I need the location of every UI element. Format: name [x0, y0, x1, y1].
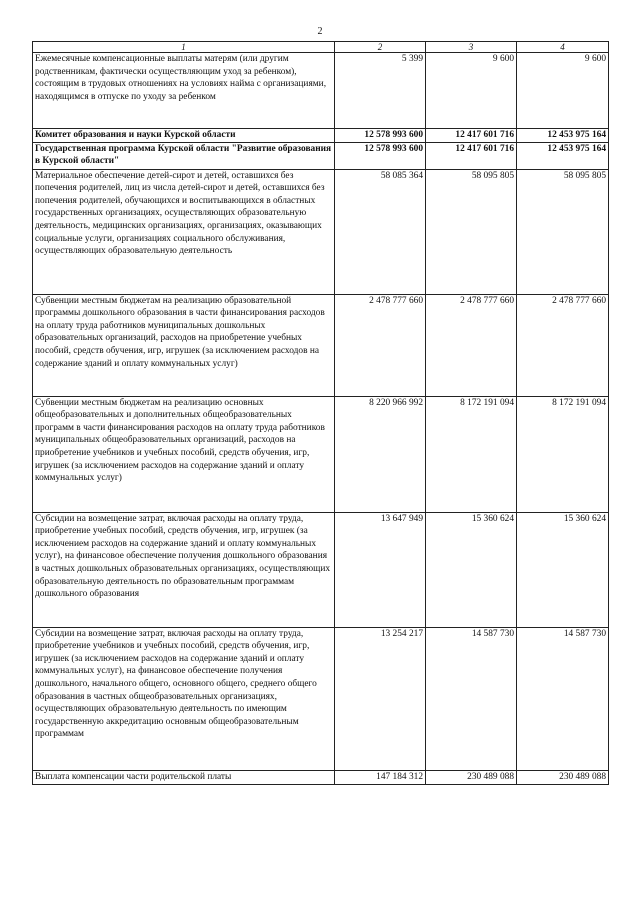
- row-value-col4: 2 478 777 660: [517, 294, 609, 396]
- row-value-col4: 14 587 730: [517, 627, 609, 770]
- row-description: Выплата компенсации части родительской платы: [33, 770, 335, 784]
- column-number-header: [33, 42, 609, 53]
- row-value-col3: 9 600: [426, 53, 517, 129]
- row-value-col2: 8 220 966 992: [335, 396, 426, 512]
- column-header-1: 1: [33, 42, 335, 53]
- table-row: [33, 129, 609, 143]
- row-value-col2: 5 399: [335, 53, 426, 129]
- row-description: Материальное обеспечение детей-сирот и детей, оставшихся без попечения родителей, лиц из числа детей-сирот и детей, оставшихся без попечения родителей, обучающихся и воспитывающихся в областных государственных организациях, осуществляющих образовательную деятельность, медицинских организациях, организациях, оказывающих социальные услуги, организациях социального обслуживания, осуществляющих образовательную деятельность: [33, 169, 335, 294]
- column-header-2: 2: [335, 42, 426, 53]
- row-value-col4: 15 360 624: [517, 512, 609, 627]
- row-value-col2: 12 578 993 600: [335, 129, 426, 143]
- row-value-col3: 230 489 088: [426, 770, 517, 784]
- row-value-col3: 12 417 601 716: [426, 142, 517, 169]
- row-value-col4: 8 172 191 094: [517, 396, 609, 512]
- row-value-col2: 147 184 312: [335, 770, 426, 784]
- row-value-col4: 12 453 975 164: [517, 142, 609, 169]
- row-description: Ежемесячные компенсационные выплаты матерям (или другим родственникам, фактически осуществляющим уход за ребенком), состоящим в трудовых отношениях на условиях найма с организациями, находящимся в отпуске по уходу за ребенком: [33, 53, 335, 129]
- row-value-col3: 8 172 191 094: [426, 396, 517, 512]
- table-row: [33, 142, 609, 169]
- row-value-col2: 13 254 217: [335, 627, 426, 770]
- row-description: Субвенции местным бюджетам на реализацию основных общеобразовательных и дополнительных общеобразовательных программ в части финансирования расходов на оплату труда работников муниципальных общеобразовательных организаций, расходов на приобретение учебников и учебных пособий, средств обучения, игр, игрушек (за исключением расходов на содержание зданий и оплату коммунальных услуг): [33, 396, 335, 512]
- column-header-4: 4: [517, 42, 609, 53]
- table-row: [33, 627, 609, 770]
- row-description: Государственная программа Курской области "Развитие образования в Курской области": [33, 142, 335, 169]
- table-row: [33, 53, 609, 129]
- row-description: Субсидии на возмещение затрат, включая расходы на оплату труда, приобретение учебников и учебных пособий, средств обучения, игр, игрушек (за исключением расходов на содержание зданий и оплату коммунальных услуг), на финансовое обеспечение получения дошкольного, начального общего, основного общего, среднего общего образования в частных общеобразовательных организациях, осуществляющих образовательную деятельность по имеющим государственную аккредитацию основным общеобразовательным программам: [33, 627, 335, 770]
- row-value-col3: 2 478 777 660: [426, 294, 517, 396]
- budget-table-body: [33, 53, 609, 785]
- column-header-3: 3: [426, 42, 517, 53]
- row-value-col4: 9 600: [517, 53, 609, 129]
- row-value-col2: 58 085 364: [335, 169, 426, 294]
- row-description: Субсидии на возмещение затрат, включая расходы на оплату труда, приобретение учебных пособий, средств обучения, игр, игрушек (за исключением расходов на содержание зданий и оплату коммунальных услуг), на финансовое обеспечение получения дошкольного образования в частных дошкольных образовательных организациях, осуществляющих образовательную деятельность по образовательным программам дошкольного образования: [33, 512, 335, 627]
- table-row: [33, 169, 609, 294]
- row-value-col4: 58 095 805: [517, 169, 609, 294]
- row-value-col4: 12 453 975 164: [517, 129, 609, 143]
- row-value-col3: 15 360 624: [426, 512, 517, 627]
- table-row: [33, 396, 609, 512]
- page-number: 2: [317, 26, 323, 37]
- row-value-col3: 12 417 601 716: [426, 129, 517, 143]
- budget-table: [32, 41, 609, 785]
- row-description: Комитет образования и науки Курской области: [33, 129, 335, 143]
- table-row: [33, 512, 609, 627]
- row-value-col3: 58 095 805: [426, 169, 517, 294]
- row-value-col2: 12 578 993 600: [335, 142, 426, 169]
- table-row: [33, 294, 609, 396]
- row-value-col2: 2 478 777 660: [335, 294, 426, 396]
- row-description: Субвенции местным бюджетам на реализацию образовательной программы дошкольного образования в части финансирования расходов на оплату труда работников муниципальных дошкольных образовательных организаций, расходов на приобретение учебных пособий, средств обучения, игр, игрушек (за исключением расходов на содержание зданий и оплату коммунальных услуг): [33, 294, 335, 396]
- row-value-col2: 13 647 949: [335, 512, 426, 627]
- row-value-col3: 14 587 730: [426, 627, 517, 770]
- table-row: [33, 770, 609, 784]
- row-value-col4: 230 489 088: [517, 770, 609, 784]
